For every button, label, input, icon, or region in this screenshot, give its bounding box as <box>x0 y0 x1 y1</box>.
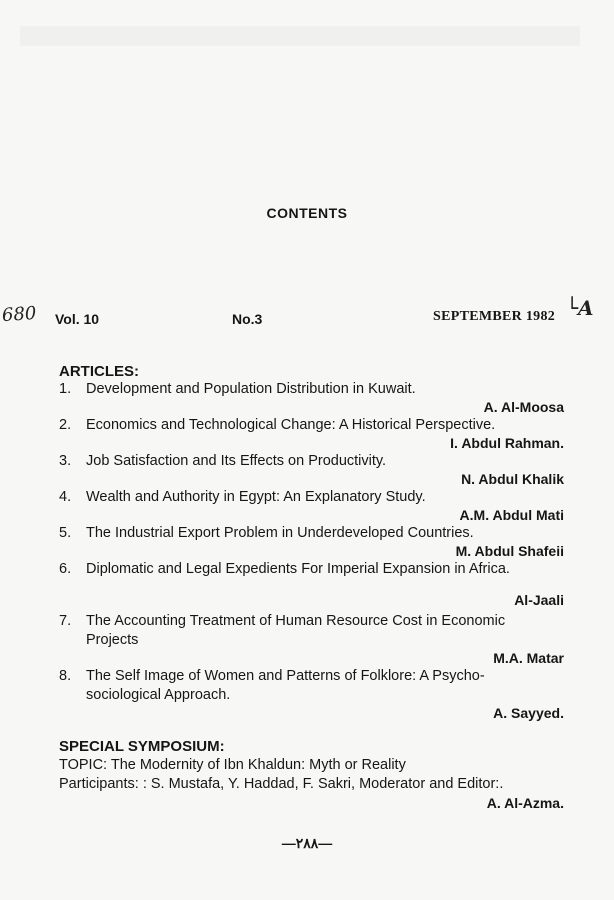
article-author: M.A. Matar <box>493 650 564 666</box>
symposium-heading: SPECIAL SYMPOSIUM: <box>59 738 225 755</box>
article-item <box>59 452 564 488</box>
symposium-editor: A. Al-Azma. <box>486 795 564 811</box>
article-author: A.M. Abdul Mati <box>459 507 564 523</box>
issue-date: SEPTEMBER 1982 <box>433 309 556 324</box>
article-title: Economics and Technological Change: A Historical Perspective. <box>86 417 496 433</box>
symposium-topic: TOPIC: The Modernity of Ibn Khaldun: Myth or Reality <box>59 757 406 773</box>
article-title: The Accounting Treatment of Human Resource Cost in Economic Projects <box>86 613 506 648</box>
scan-artifact <box>20 26 580 46</box>
article-title: Wealth and Authority in Egypt: An Explanatory Study. <box>86 489 426 505</box>
article-item <box>59 380 564 416</box>
page-number: —٢٨٨— <box>281 835 333 851</box>
issue-number: No.3 <box>232 311 263 327</box>
volume-label: Vol. 10 <box>55 311 100 327</box>
article-author: A. Sayyed. <box>493 705 564 721</box>
article-title: The Industrial Export Problem in Underdeveloped Countries. <box>86 525 474 541</box>
article-item <box>59 488 564 524</box>
article-title: Job Satisfaction and Its Effects on Productivity. <box>86 453 387 469</box>
handwritten-note-left: 680 <box>1 302 38 327</box>
article-author: A. Al-Moosa <box>483 399 564 415</box>
article-number: 6. <box>59 561 72 577</box>
symposium-block <box>59 756 564 813</box>
handwritten-note-right: └A <box>566 296 594 320</box>
article-number: 5. <box>59 525 72 541</box>
article-title: Diplomatic and Legal Expedients For Imperial Expansion in Africa. <box>86 561 510 577</box>
article-item <box>59 416 564 452</box>
symposium-participants: Participants: : S. Mustafa, Y. Haddad, F. Sakri, Moderator and Editor:. <box>59 776 504 792</box>
article-author: I. Abdul Rahman. <box>450 435 564 451</box>
article-number: 4. <box>59 489 72 505</box>
page-title: CONTENTS <box>266 205 348 221</box>
article-number: 3. <box>59 453 72 469</box>
article-author: M. Abdul Shafeii <box>455 543 564 559</box>
article-item <box>59 612 564 667</box>
article-author: Al-Jaali <box>514 592 564 608</box>
article-number: 1. <box>59 381 72 397</box>
articles-heading: ARTICLES: <box>59 363 139 380</box>
article-number: 2. <box>59 417 72 433</box>
article-item <box>59 524 564 560</box>
articles-list <box>59 380 564 722</box>
article-title: The Self Image of Women and Patterns of Folklore: A Psycho-sociological Approach. <box>86 668 485 703</box>
article-number: 8. <box>59 668 72 684</box>
article-title: Development and Population Distribution in Kuwait. <box>86 381 416 397</box>
article-item <box>59 667 564 722</box>
article-author: N. Abdul Khalik <box>461 471 564 487</box>
article-item <box>59 560 564 609</box>
article-number: 7. <box>59 613 72 629</box>
